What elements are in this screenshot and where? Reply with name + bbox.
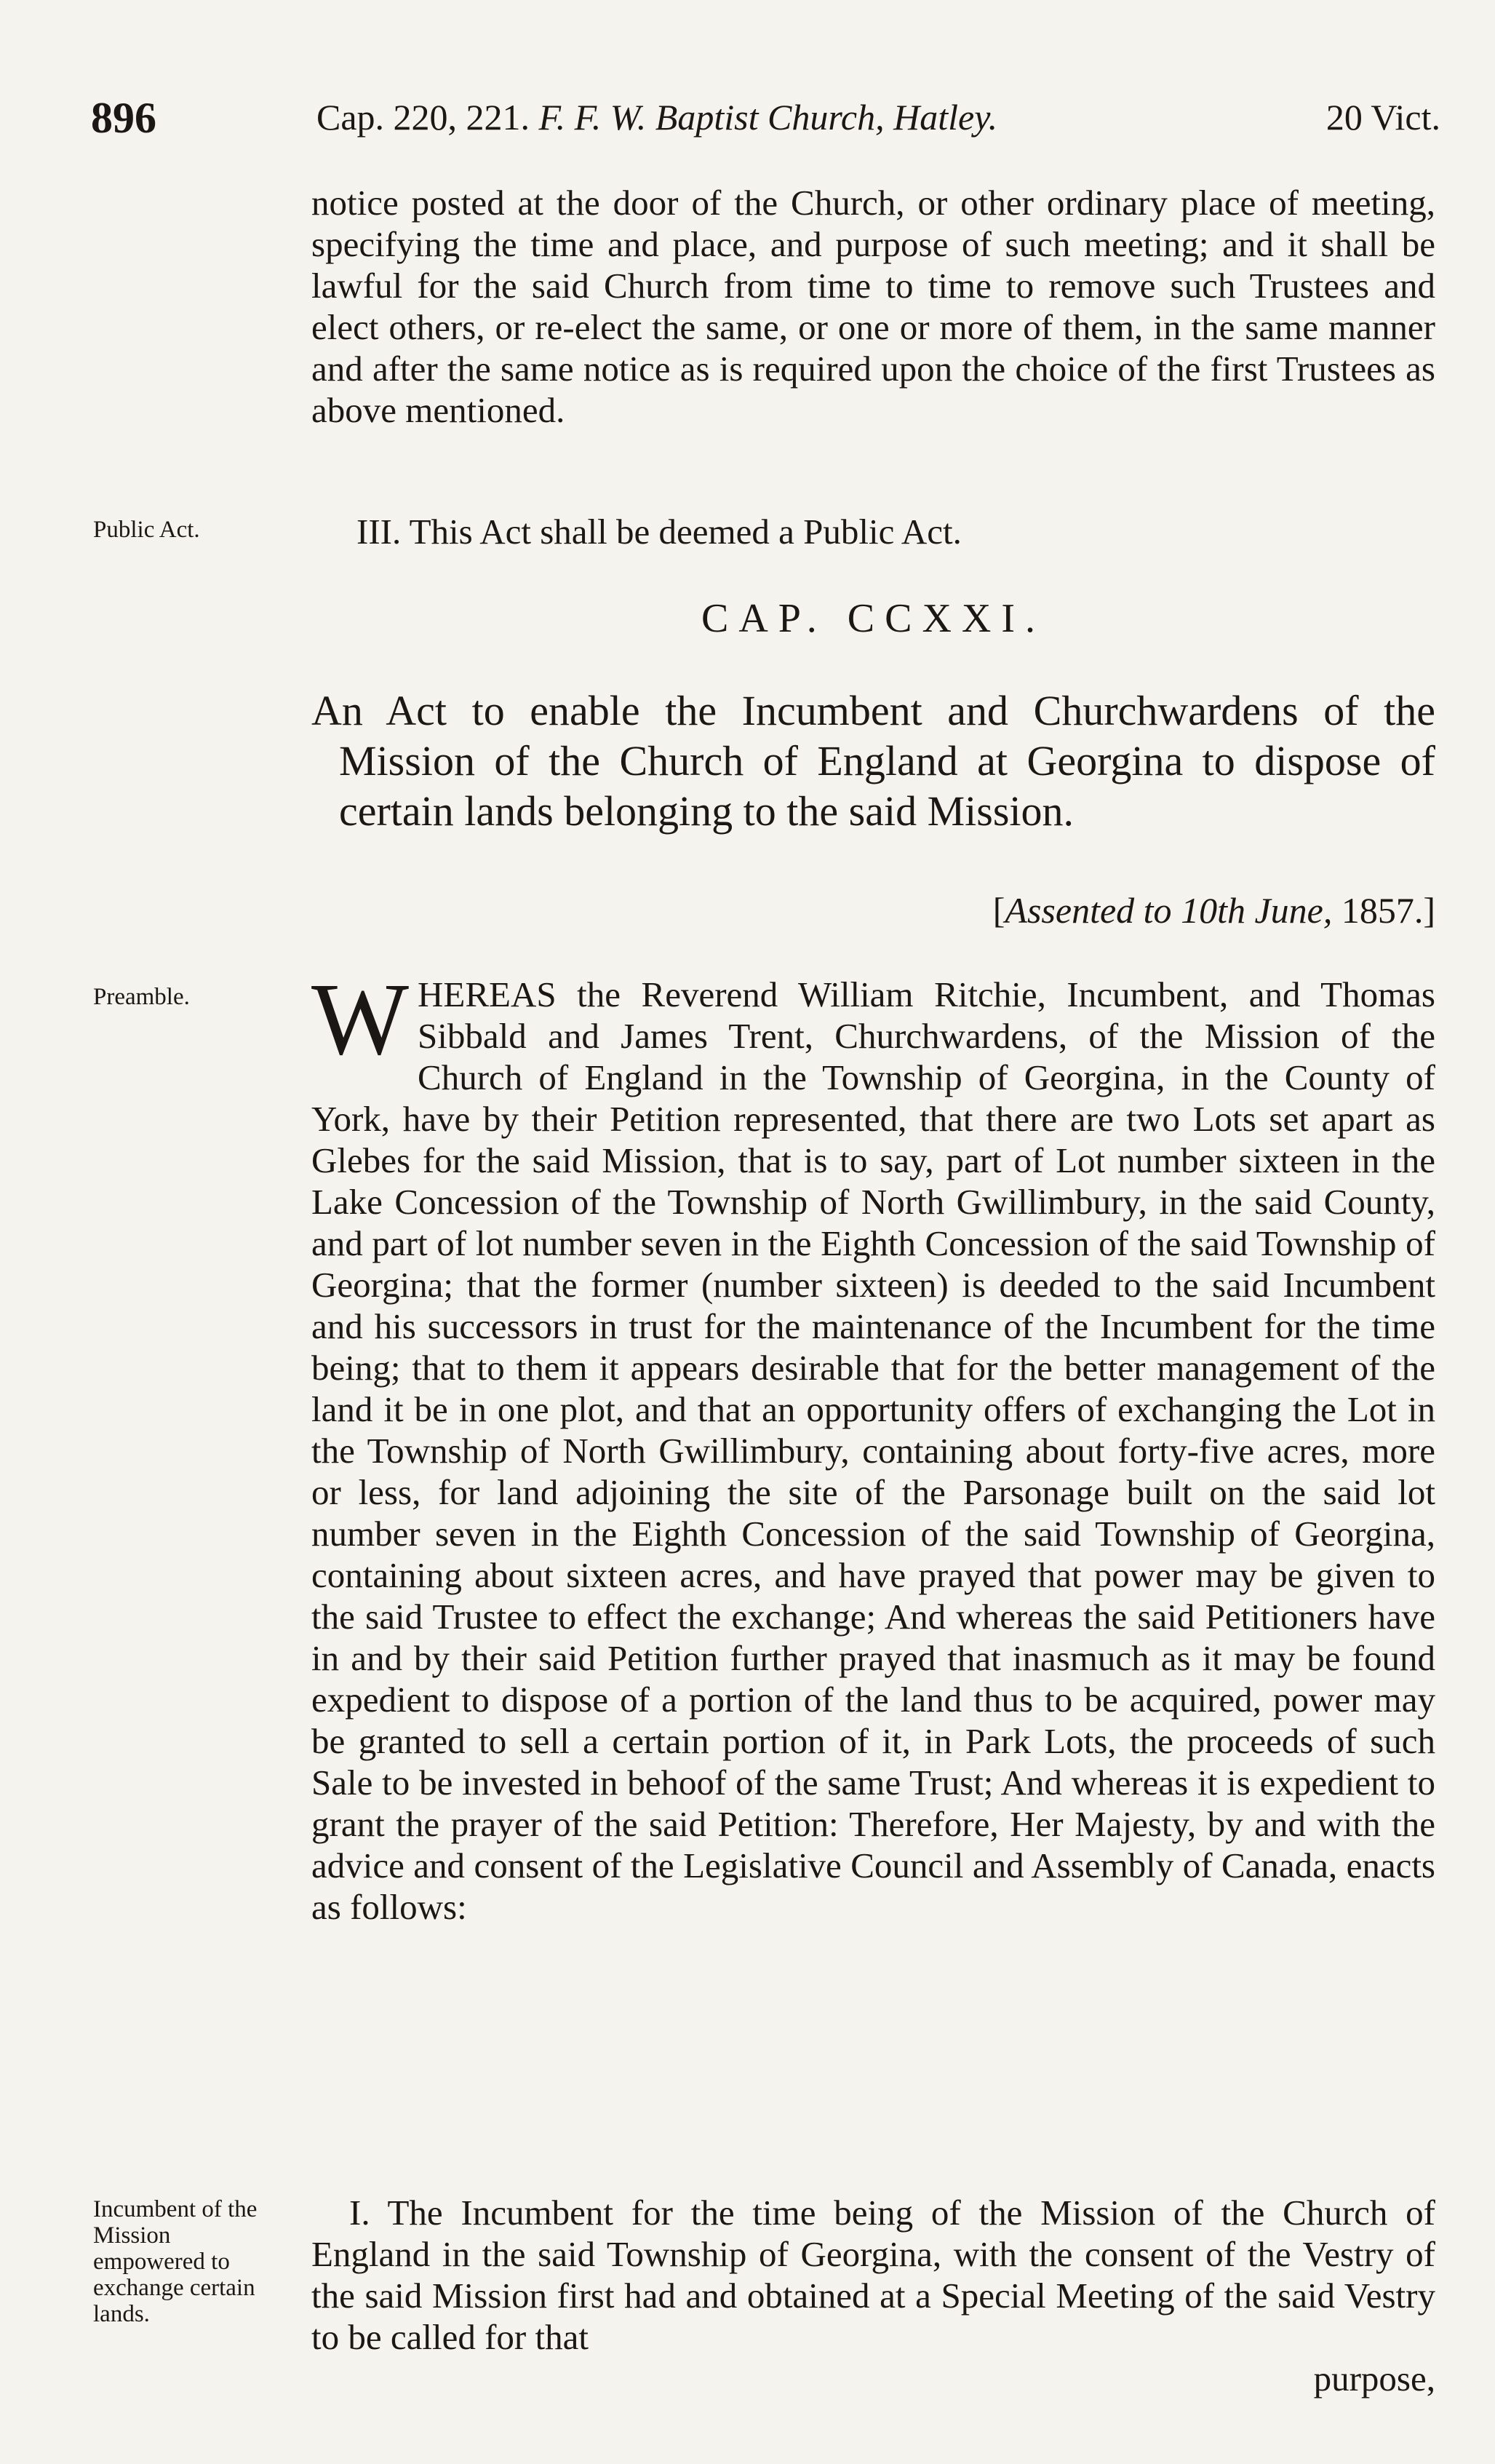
preamble-paragraph xyxy=(311,961,1435,1928)
assent-year: 1857. xyxy=(1341,890,1424,931)
section-public-act: III. This Act shall be deemed a Public Act. xyxy=(356,512,962,552)
section-1-paragraph: I. The Incumbent for the time being of the Mission of the Church of England in the said Township of Georgina, with the consent of the Vestry of the said Mission first had and obtained at a Special Meeting of the said Vestry to be called for that xyxy=(311,2193,1435,2357)
running-title xyxy=(316,96,997,138)
catchword: purpose, xyxy=(1313,2358,1435,2399)
page-number: 896 xyxy=(91,94,156,142)
assent-line: [Assented to 10th June, 1857.] xyxy=(992,890,1435,931)
running-header xyxy=(91,93,1440,144)
regnal-year: 20 Vict. xyxy=(1325,97,1440,138)
preamble-text: HEREAS the Reverend William Ritchie, Incumbent, and Thomas Sibbald and James Trent, Churchwardens, of the Mission of the Church of England in the Township of Georgina, in the County of York, have by their Petition represented, that there are two Lots set apart as Glebes for the said Mission, that is to say, part of Lot number sixteen in the Lake Concession of the Township of North Gwillimbury, in the said County, and part of lot number seven in the Eighth Concession of the said Township of Georgina; that the former (number sixteen) is deeded to the said Incumbent and his successors in trust for the maintenance of the Incumbent for the time being; that to them it appears desirable that for the better management of the land it be in one plot, and that an opportunity offers of exchanging the Lot in the Township of North Gwillimbury, containing about forty-five acres, more or less, for land adjoining the site of the Parsonage built on the said lot number seven in the Eighth Concession of the said Township of Georgina, containing about sixteen acres, and have prayed that power may be given to the said Trustee to effect the exchange; And whereas the said Petitioners have in and by their said Petition further prayed that inasmuch as it may be found expedient to dispose of a portion of the land thus to be acquired, power may be granted to sell a certain portion of it, in Park Lots, the proceeds of such Sale to be invested in behoof of the same Trust; And whereas it is expedient to grant the prayer of the said Petition: Therefore, Her Majesty, by and with the advice and consent of the Legislative Council and Assembly of Canada, enacts as follows: xyxy=(311,974,1435,1927)
assent-prefix: Assented to xyxy=(1005,890,1172,931)
chapter-heading: CAP. CCXXI. xyxy=(701,596,1045,641)
margin-note-public-act: Public Act. xyxy=(93,517,200,543)
margin-note-preamble: Preamble. xyxy=(93,984,190,1010)
assent-date: 10th June, xyxy=(1181,890,1333,931)
margin-note-section-1: Incumbent of the Mission empowered to exchange certain lands. xyxy=(93,2196,258,2327)
act-short-title: F. F. W. Baptist Church, Hatley. xyxy=(538,97,998,138)
cap-reference: Cap. 220, 221. xyxy=(316,97,530,138)
drop-cap: W xyxy=(311,961,410,1076)
continuation-paragraph: notice posted at the door of the Church, or other ordinary place of meeting, specifying the time and place, and purpose of such meeting; and it shall be lawful for the said Church from time to time to remove such Trustees and elect others, or re-elect the same, or one or more of them, in the same manner and after the same notice as is required upon the choice of the first Trustees as above mentioned. xyxy=(311,183,1435,430)
act-long-title: An Act to enable the Incumbent and Churchwardens of the Mission of the Church of England at Georgina to dispose of certain lands belonging to the said Mission. xyxy=(311,687,1435,835)
